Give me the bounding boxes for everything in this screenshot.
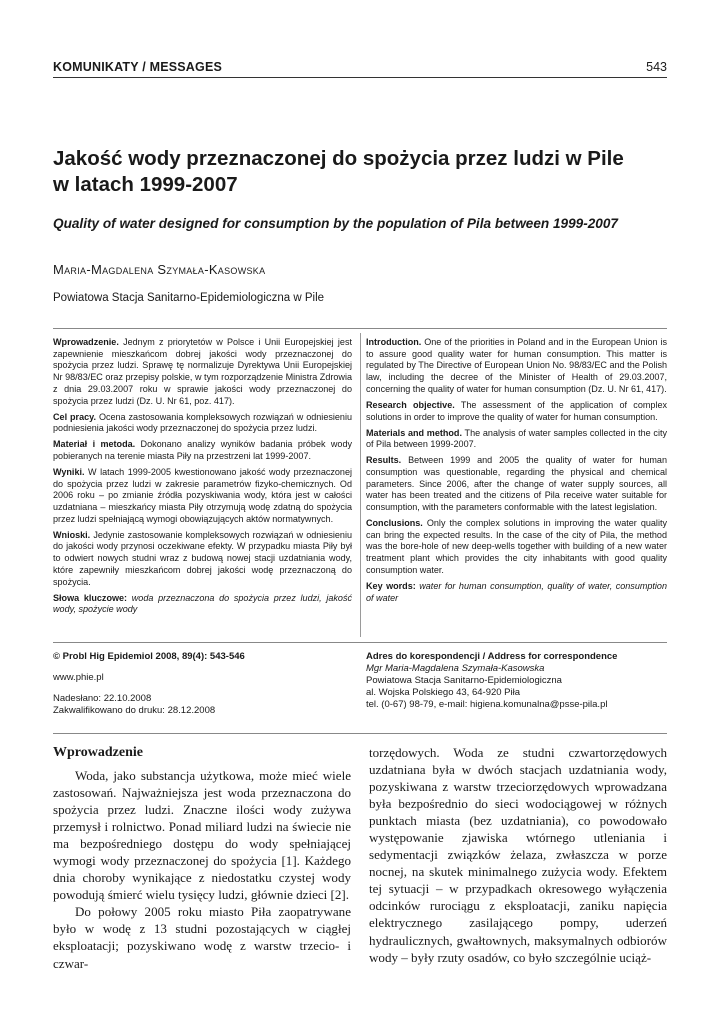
abstract-en-keywords — [366, 581, 667, 604]
abstract-polish — [53, 337, 352, 620]
abstract-column-divider — [360, 333, 361, 637]
title-line-2: w latach 1999-2007 — [53, 173, 238, 196]
abstract-label: Słowa kluczowe: — [53, 592, 128, 603]
abstract-text: Ocena zastosowania kompleksowych rozwiązań w odniesieniu podniesienia jakości wody przeznaczonej do spożycia przez ludzi. — [53, 411, 352, 434]
body-paragraph: Do połowy 2005 roku miasto Piła zaopatrywane było w wodę z 13 studni pozostających w ciągłej eksploatacji; pozyskiwano wodę z warstw trzecio- i czwar- — [53, 904, 351, 971]
journal-website-link[interactable]: www.phie.pl — [53, 672, 104, 683]
section-label: KOMUNIKATY / MESSAGES — [53, 60, 223, 74]
abstract-en-introduction — [366, 337, 667, 396]
abstract-english — [366, 337, 667, 609]
abstract-pl-method — [53, 439, 352, 462]
abstract-label: Wyniki. — [53, 466, 85, 477]
abstract-label: Results. — [366, 455, 402, 466]
citation: © Probl Hig Epidemiol 2008, 89(4): 543-546 — [53, 651, 245, 662]
body-paragraph: torzędowych. Woda ze studni czwartorzędowych uzdatniana była w dwóch stacjach uzdatniania wody, pozyskiwana z warstw trzeciorzędowych wprowadzana była bezpośrednio do sieci wodociągowej w różnych punktach miasta (bez uzdatniania), co powodowało występowanie zjawiska wtórnego utleniania i sedymentacji związków żelaza, zwłaszcza w porze nocnej, na skutek minimalnego zużycia wody. Efektem tej sytuacji – w przypadkach okresowego wyłączenia odcinków rurociągu z eksploatacji, zaniku napięcia elektrycznego zasilającego pompy, uderzeń hydraulicznych, gwałtownych, maksymalnych odbiorów wody – były rzuty osadów, co było szczególnie uciąż- — [369, 745, 667, 965]
abstract-en-conclusions — [366, 518, 667, 577]
abstract-en-aim — [366, 400, 667, 423]
article-title-english: Quality of water designed for consumption by the population of Pila between 1999-2007 — [53, 216, 618, 231]
correspondence-name: Mgr Maria-Magdalena Szymała-Kasowska — [366, 663, 545, 674]
abstract-pl-results — [53, 467, 352, 526]
body-column-left — [53, 744, 351, 972]
abstract-text: The analysis of water samples collected in the city of Pila between 1999-2007. — [366, 427, 667, 450]
abstract-label: Wnioski. — [53, 529, 91, 540]
abstract-pl-aim — [53, 412, 352, 435]
correspondence-contact: tel. (0-67) 98-79, e-mail: higiena.komunalna@psse-pila.pl — [366, 699, 608, 710]
title-line-1: Jakość wody przeznaczonej do spożycia przez ludzi w Pile — [53, 147, 624, 170]
abstract-label: Research objective. — [366, 399, 455, 410]
abstract-label: Materiał i metoda. — [53, 439, 136, 450]
article-title-polish — [53, 146, 667, 198]
abstract-label: Introduction. — [366, 337, 422, 347]
body-column-right — [369, 744, 667, 966]
abstract-pl-keywords — [53, 593, 352, 616]
abstract-label: Materials and method. — [366, 427, 462, 438]
publication-info — [53, 651, 352, 717]
correspondence-address: al. Wojska Polskiego 43, 64-920 Piła — [366, 687, 521, 698]
submitted-date: Nadesłano: 22.10.2008 — [53, 693, 152, 704]
section-heading: Wprowadzenie — [53, 745, 143, 760]
abstract-bottom-rule — [53, 642, 667, 643]
abstract-text: Between 1999 and 2005 the quality of water for human consumption was questionable, regarding the physical and chemical parameters. Since 2006, after the change of water supply sources, all water has been treated and the citizens of Pila receive water suitable for consumption, with the parameters conformable with the latest legislation. — [366, 455, 667, 513]
abstract-text: The assessment of the application of complex solutions in order to improve the quality of water for human consumption. — [366, 399, 667, 422]
author-name: Maria-Magdalena Szymała-Kasowska — [53, 262, 266, 277]
abstract-text: Only the complex solutions in improving the water quality can bring the expected results. In the case of the city of Pila, the method was the bore-hole of new deep-wells together with building of a new water treatment plant which provides the city inhabitants with good quality consumption water. — [366, 518, 667, 575]
correspondence-institution: Powiatowa Stacja Sanitarno-Epidemiologiczna — [366, 675, 562, 686]
abstract-text: Dokonano analizy wyników badania próbek wody pobieranych na terenie miasta Piły na przestrzeni lat 1999-2007. — [53, 439, 353, 461]
abstract-pl-introduction — [53, 337, 352, 407]
body-top-rule — [53, 733, 667, 734]
abstract-text: W latach 1999-2005 kwestionowano jakość wody przeznaczonej do spożycia przez ludzi w zakresie parametrów fizyko-chemicznych. Od 2006 roku – po zmianie źródła pozyskiwania wody, która jest w całości uzdatniana – mieszkańcy miasta Piły otrzymują wodę zdatną do spożycia przez ludzi spełniającą wymogi obowiązujących aktów normatywnych. — [53, 466, 352, 524]
accepted-date: Zakwalifikowano do druku: 28.12.2008 — [53, 705, 216, 716]
page-number: 543 — [646, 60, 667, 74]
abstract-en-method — [366, 428, 667, 451]
correspondence-info — [366, 651, 667, 711]
abstract-label: Conclusions. — [366, 518, 423, 529]
author-affiliation: Powiatowa Stacja Sanitarno-Epidemiologiczna w Pile — [53, 292, 325, 304]
abstract-pl-conclusions — [53, 530, 352, 589]
abstract-text: Jednym z priorytetów w Polsce i Unii Europejskiej jest zapewnienie mieszkańcom dobrej jakości wody przeznaczonej do spożycia przez ludzi. Sprawę tę normalizuje Dyrektywa Unii Europejskiej Nr 98/83/EC oraz przepisy polskie, w tym rozporządzenie Ministra Zdrowia z dnia 29.03.2007 roku w sprawie jakości wody przeznaczonej do spożycia przez ludzi (Dz. U. Nr 61, poz. 417). — [53, 337, 352, 406]
abstract-label: Wprowadzenie. — [53, 337, 119, 347]
abstract-keywords: water for human consumption, quality of water, consumption of water — [366, 580, 667, 603]
body-paragraph: Woda, jako substancja użytkowa, może mieć wiele zastosowań. Najważniejsza jest woda przeznaczona do spożycia przez ludzi. Znaczne ilości wody zużywa przemysł i rolnictwo. Ponad miliard ludzi na świecie nie ma bezpośredniego dostępu do wody spełniającej wymogi wody przeznaczonej do spożycia [1]. Każdego dnia choroby wynikające z niedostatku czystej wody powodują śmierć wielu tysięcy ludzi, głównie dzieci [2]. — [53, 768, 351, 903]
abstract-keywords: woda przeznaczona do spożycia przez ludzi, jakość wody, spożycie wody — [53, 592, 353, 615]
correspondence-heading: Adres do korespondencji / Address for correspondence — [366, 651, 618, 662]
abstract-top-rule — [53, 328, 667, 329]
abstract-text: Jedynie zastosowanie kompleksowych rozwiązań w odniesieniu do jakości wody przynosi oczekiwane efekty. W przypadku miasta Piły był to odwiert nowych studni wraz z budową nowej stacji uzdatniania wody, które zapewniły mieszkańcom dobrej jakości wodę przeznaczoną do spożycia. — [53, 529, 352, 587]
abstract-en-results — [366, 455, 667, 514]
running-header — [53, 60, 667, 77]
abstract-text: One of the priorities in Poland and in the European Union is to assure good quality water for human consumption. This matter is regulated by The Directive of European Union No. 98/83/EC and the Polish law, including the decree of the Minister of Health of 29.03.2007, concerning the quality of water for human consumption (Dz. U. Nr 61, 417). — [366, 337, 667, 394]
header-rule — [53, 77, 667, 78]
abstract-label: Key words: — [366, 580, 416, 591]
abstract-label: Cel pracy. — [53, 411, 96, 422]
